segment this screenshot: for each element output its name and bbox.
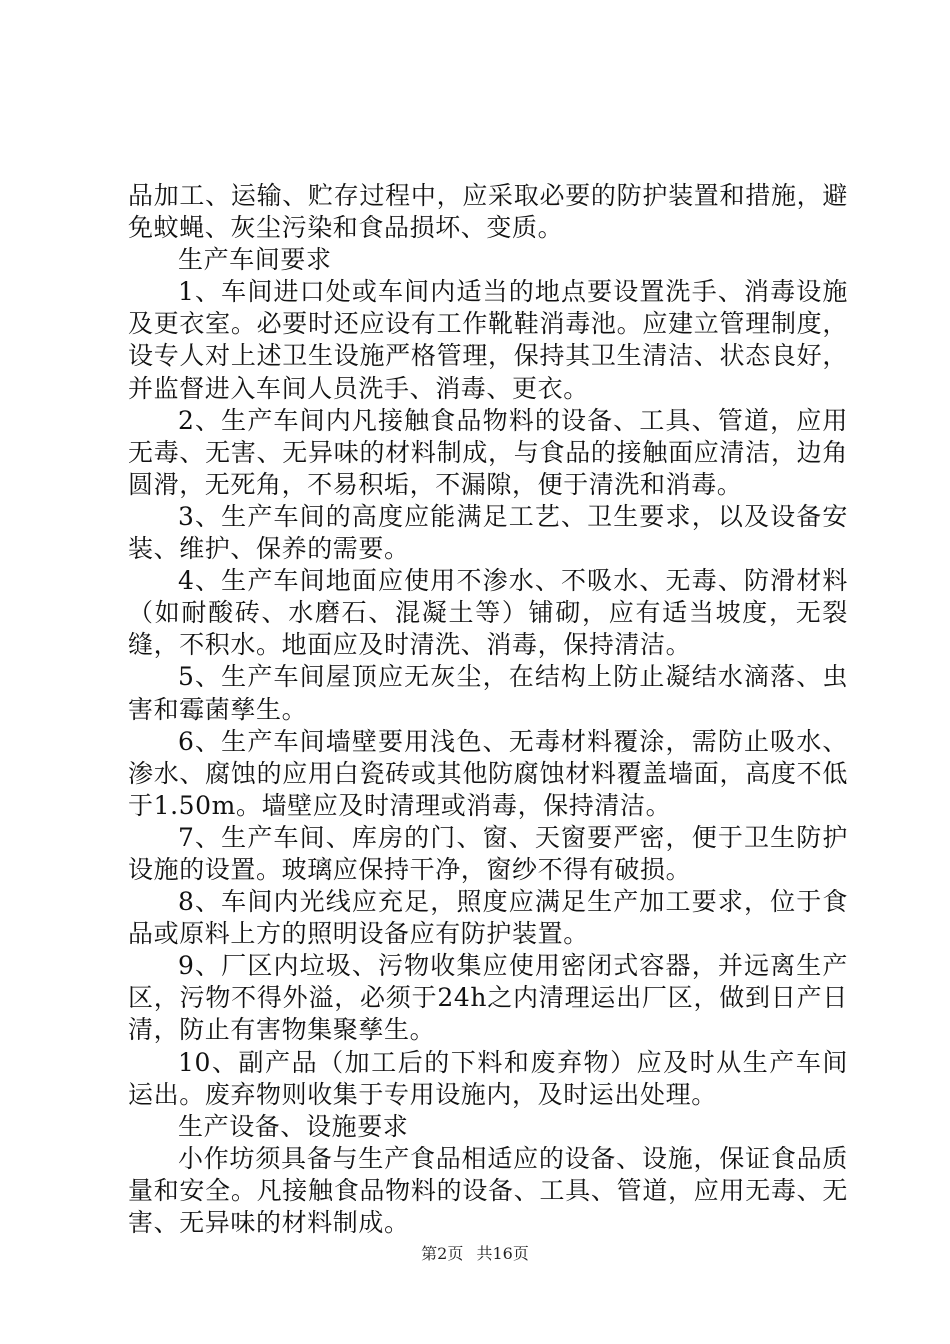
section-heading-workshop: 生产车间要求 bbox=[178, 245, 332, 275]
paragraph-item-4: 4、生产车间地面应使用不渗水、不吸水、无毒、防滑材料（如耐酸砖、水磨石、混凝土等）铺砌，应有适当坡度，无裂缝，不积水。地面应及时清洗、消毒，保持清洁。 bbox=[128, 566, 848, 660]
paragraph-item-8: 8、车间内光线应充足，照度应满足生产加工要求，位于食品或原料上方的照明设备应有防护装置。 bbox=[128, 887, 848, 949]
total-pages: 共16页 bbox=[476, 1244, 529, 1263]
paragraph-item-10: 10、副产品（加工后的下料和废弃物）应及时从生产车间运出。废弃物则收集于专用设施内，及时运出处理。 bbox=[128, 1047, 848, 1109]
section-heading-equipment: 生产设备、设施要求 bbox=[178, 1111, 409, 1141]
paragraph-item-5: 5、生产车间屋顶应无灰尘，在结构上防止凝结水滴落、虫害和霉菌孳生。 bbox=[128, 662, 848, 724]
paragraph-equipment: 小作坊须具备与生产食品相适应的设备、设施，保证食品质量和安全。凡接触食品物料的设备、工具、管道，应用无毒、无害、无异味的材料制成。 bbox=[128, 1143, 848, 1237]
paragraph-item-1: 1、车间进口处或车间内适当的地点要设置洗手、消毒设施及更衣室。必要时还应设有工作靴鞋消毒池。应建立管理制度，设专人对上述卫生设施严格管理，保持其卫生清洁、状态良好，并监督进入车间人员洗手、消毒、更衣。 bbox=[128, 277, 848, 403]
paragraph-item-2: 2、生产车间内凡接触食品物料的设备、工具、管道，应用无毒、无害、无异味的材料制成，与食品的接触面应清洁，边角圆滑，无死角，不易积垢，不漏隙，便于清洗和消毒。 bbox=[128, 405, 848, 499]
paragraph-item-9: 9、厂区内垃圾、污物收集应使用密闭式容器，并远离生产区，污物不得外溢，必须于24h之内清理运出厂区，做到日产日清，防止有害物集聚孳生。 bbox=[128, 951, 848, 1045]
page-number: 第2页 bbox=[421, 1244, 464, 1263]
paragraph-item-7: 7、生产车间、库房的门、窗、天窗要严密，便于卫生防护设施的设置。玻璃应保持干净，窗纱不得有破损。 bbox=[128, 822, 848, 884]
continuation-paragraph: 品加工、运输、贮存过程中，应采取必要的防护装置和措施，避免蚊蝇、灰尘污染和食品损坏、变质。 bbox=[128, 181, 848, 243]
paragraph-item-6: 6、生产车间墙壁要用浅色、无毒材料覆涂，需防止吸水、渗水、腐蚀的应用白瓷砖或其他防腐蚀材料覆盖墙面，高度不低于1.50m。墙壁应及时清理或消毒，保持清洁。 bbox=[128, 726, 848, 820]
page-footer bbox=[0, 1244, 950, 1264]
paragraph-item-3: 3、生产车间的高度应能满足工艺、卫生要求，以及设备安装、维护、保养的需要。 bbox=[128, 501, 848, 564]
document-body bbox=[128, 180, 848, 1239]
